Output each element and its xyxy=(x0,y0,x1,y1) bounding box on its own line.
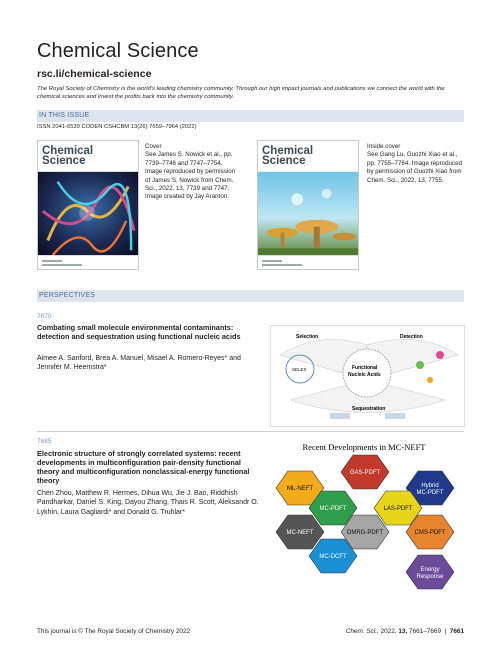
cover-brand xyxy=(42,146,93,166)
hex-label-7: CMS-PDFT xyxy=(414,530,446,536)
cover-brand-line2: Science xyxy=(42,155,86,167)
inside-cover-artwork xyxy=(258,171,358,257)
in-this-issue-bar: IN THIS ISSUE xyxy=(37,110,464,122)
journal-blurb: The Royal Society of Chemistry is the world's leading chemistry community. Through our high impact journals and publications we connect the world with the chemical sciences and invest the profits back into the chemistry community. xyxy=(37,86,445,100)
label-functional: Functional xyxy=(352,365,378,371)
inside-cover-caption xyxy=(367,143,462,185)
cover-brand-line1: Chemical xyxy=(42,145,94,157)
article-divider xyxy=(37,431,464,432)
article-page-number: 7685 xyxy=(37,438,52,445)
cover-thumbnail[interactable] xyxy=(37,140,139,270)
hex-label-8: MC-DCFT xyxy=(319,554,347,560)
figure-title: Recent Developments in MC-NEFT xyxy=(302,442,426,452)
footer-volume: 13, xyxy=(398,628,408,635)
article-authors: Aimee A. Sanford, Brea A. Manuel, Misael A. Romero-Reyes* and Jennifer M. Heemstra* xyxy=(37,355,241,372)
hex-label-4: LAS-PDFT xyxy=(383,506,413,512)
perspectives-bar: PERSPECTIVES xyxy=(37,290,464,302)
cover-caption-title: Cover xyxy=(145,143,162,150)
cover-header xyxy=(38,141,138,171)
journal-url[interactable]: rsc.li/chemical-science xyxy=(37,68,152,80)
journal-title: Chemical Science xyxy=(37,40,199,62)
cover-caption-body: See James S. Nowick et al., pp. 7739–7746 and 7747–7754. Image reproduced by permission of James S. Nowick from Chem. Sci., 2022, 13, 7739 and 7747. Image created by Jay Aranton. xyxy=(145,151,236,201)
hex-label-9: Energy Response xyxy=(416,567,444,580)
inside-cover-brand-line2: Science xyxy=(262,155,306,167)
article-title[interactable]: Electronic structure of strongly correlated systems: recent developments in multiconfiguration pair-density functional theory and multiconfiguration nonclassical-energy functional theory xyxy=(37,449,250,485)
hex-label-0: ML-NEFT xyxy=(287,486,313,492)
cover-footer xyxy=(38,255,138,269)
inside-cover-brand-line1: Chemical xyxy=(262,145,314,157)
inside-cover-brand xyxy=(262,146,313,166)
footer-page-number: 7661 xyxy=(449,628,464,635)
hex-label-3: MC-PDFT xyxy=(319,506,347,512)
article-title[interactable]: Combating small molecule environmental contaminants: detection and sequestration using functional nucleic acids xyxy=(37,323,241,341)
label-sequestration: Sequestration xyxy=(352,406,386,412)
inside-cover-footer xyxy=(258,255,358,269)
article-authors: Chen Zhou, Matthew R. Hermes, Dihua Wu, Jie J. Bao, Riddhish Pandharkar, Daniel S. King, Dayou Zhang, Thais R. Scott, Aleksandr O. Lykhin, Laura Gagliardi* and Donald G. Truhlar* xyxy=(37,490,259,516)
label-nucleic-acids: Nucleic Acids xyxy=(348,372,381,378)
inside-cover-caption-body: See Gang Lu, Guozhi Xiao et al., pp. 7755–7764. Image reproduced by permission of Guozhi Xiao from Chem. Sci., 2022, 13, 7755. xyxy=(367,151,462,184)
label-detection: Detection xyxy=(400,334,423,340)
footer-citation: Chem. Sci., 2022, 13, 7661–7669 | 7661 xyxy=(345,628,464,635)
hex-label-6: DMRG-PDFT xyxy=(347,530,383,536)
footer-journal: Chem. Sci., xyxy=(345,628,379,635)
label-selection: Selection xyxy=(296,334,319,340)
issn-line: ISSN 2041-6539 CODEN CSHCBM 13(26) 7659–7964 (2022) xyxy=(37,124,197,130)
cover-artwork xyxy=(38,171,138,257)
inside-cover-caption-title: Inside cover xyxy=(367,143,401,150)
cover-caption xyxy=(145,143,240,202)
footer-copyright: This journal is © The Royal Society of Chemistry 2022 xyxy=(37,628,191,635)
hex-label-2: Hybrid MC-PDFT xyxy=(416,483,444,496)
toc-graphic-nucleic-acids xyxy=(270,325,465,427)
footer-pages: 7661–7669 xyxy=(409,628,442,635)
article-page-number: 7670 xyxy=(37,313,52,320)
footer-year: 2022, xyxy=(380,628,397,635)
inside-cover-thumbnail[interactable] xyxy=(257,140,359,270)
hex-label-1: GAS-PDFT xyxy=(349,470,381,476)
hex-label-5: MC-NEFT xyxy=(286,530,314,536)
label-selex: SELEX xyxy=(292,367,307,372)
inside-cover-header xyxy=(258,141,358,171)
toc-graphic-mc-neft xyxy=(262,436,467,611)
